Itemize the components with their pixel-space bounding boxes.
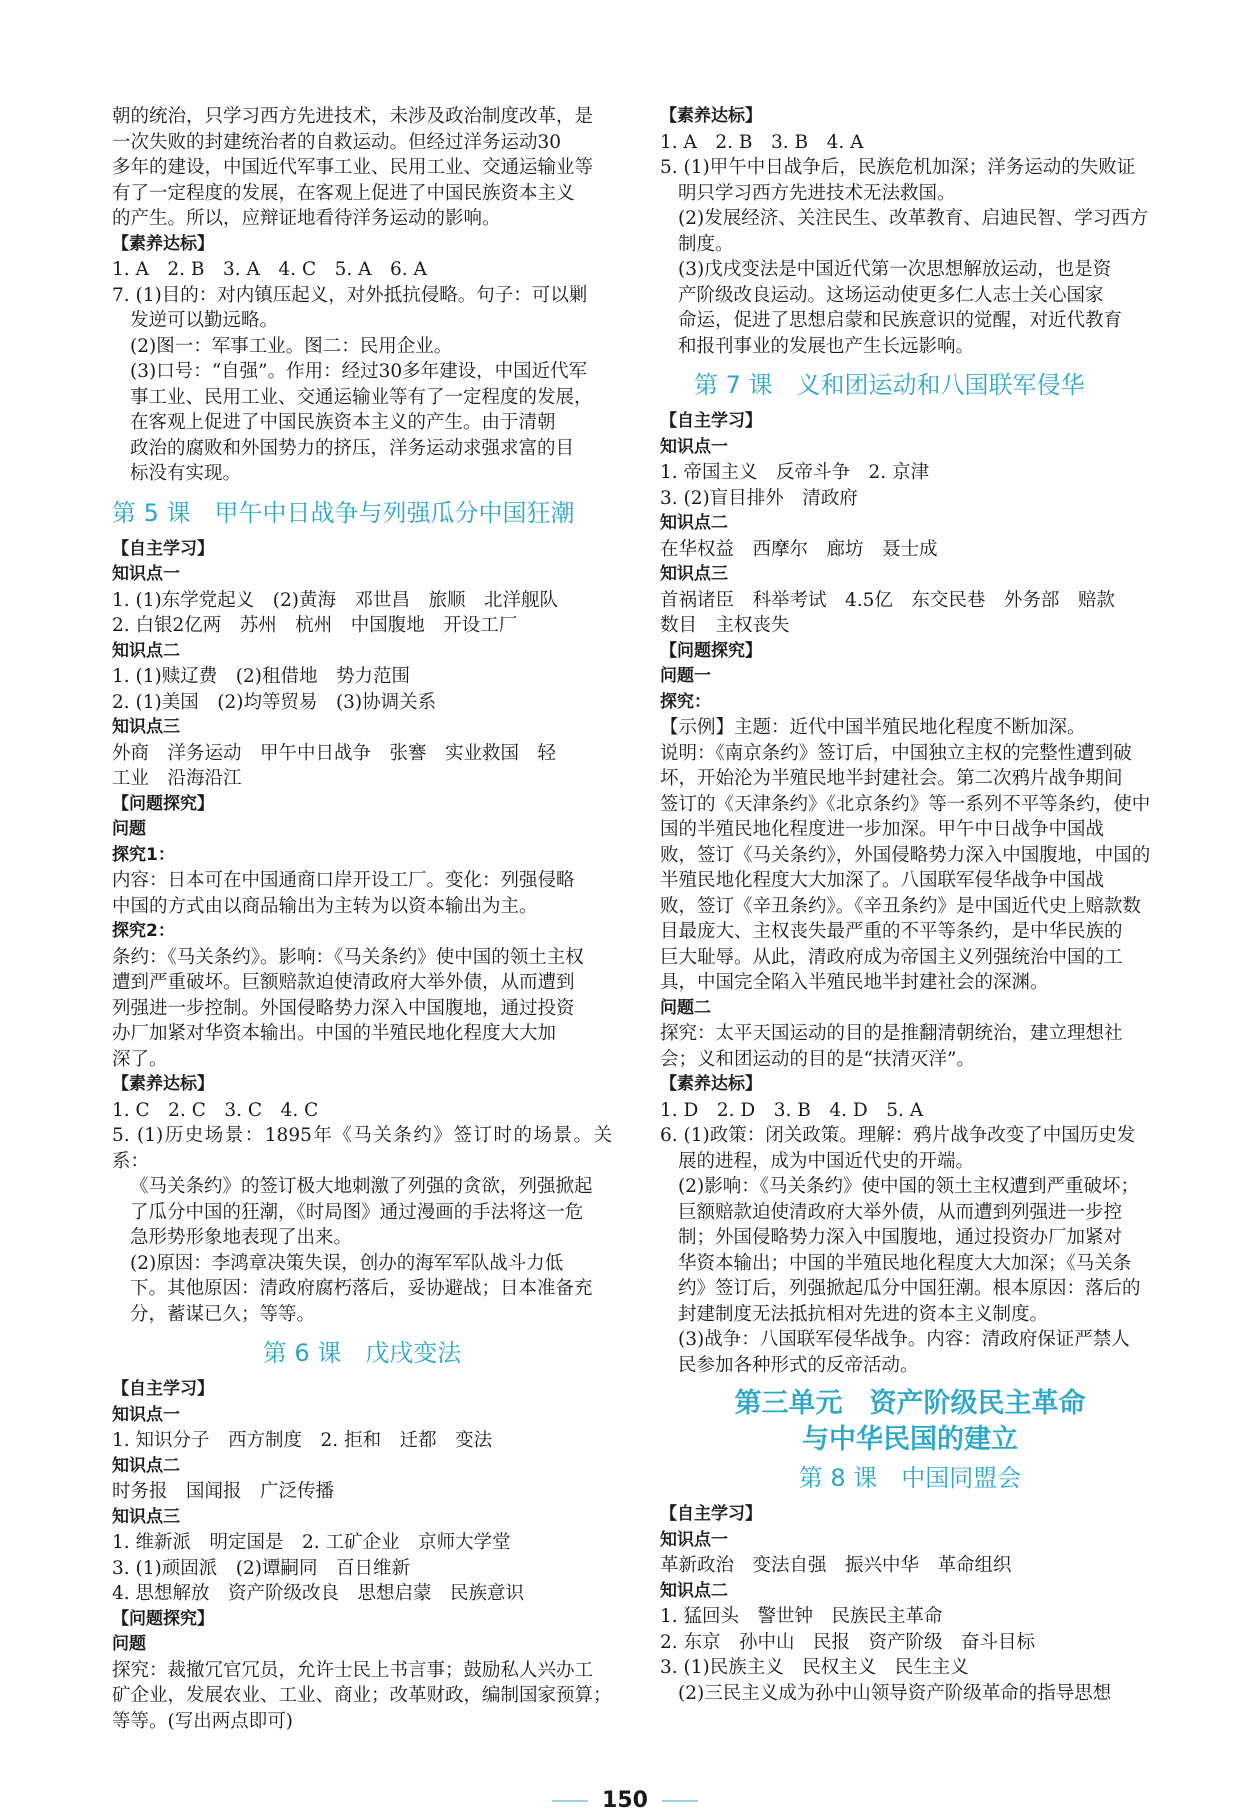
answer-line: 败，签订《辛丑条约》。《辛丑条约》是中国近代史上赔款数 [660, 895, 1142, 917]
subsection-heading: 知识点三 [112, 717, 180, 737]
section-heading: 【素养达标】 [660, 106, 762, 126]
answer-line: 分，蓄谋已久；等等。 [130, 1303, 316, 1325]
section-heading: 【自主学习】 [660, 411, 762, 431]
answer-line: 华资本输出；中国的半殖民地化程度大大加深；《马关条 [678, 1252, 1132, 1274]
section-heading: 【素养达标】 [660, 1074, 762, 1094]
answer-line: 1. C 2. C 3. C 4. C [112, 1099, 319, 1121]
answer-line: 问题 [112, 819, 146, 839]
unit-title-line-1: 第三单元 资产阶级民主革命 [734, 1388, 1086, 1419]
answer-line: 首祸诸臣 科举考试 4.5亿 东交民巷 外务部 赔款 [660, 589, 1115, 611]
answer-line: 下。其他原因：清政府腐朽落后，妥协避战；日本准备充 [130, 1278, 593, 1299]
subsection-heading: 知识点二 [112, 1455, 180, 1476]
answer-line: 6. (1)政策：闭关政策。理解：鸦片战争改变了中国历史发 [660, 1125, 1136, 1146]
answer-line: 会；义和团运动的目的是“扶清灭洋”。 [660, 1048, 975, 1070]
answer-line: 1. 帝国主义 反帝斗争 2. 京津 [660, 462, 930, 483]
text-line: 的产生。所以，应辩证地看待洋务运动的影响。 [112, 208, 501, 229]
section-heading: 【问题探究】 [112, 793, 214, 814]
answer-line: 3. (1)民族主义 民权主义 民生主义 [660, 1657, 969, 1678]
answer-line: 巨大耻辱。从此，清政府成为帝国主义列强统治中国的工 [660, 946, 1123, 968]
intro-text [112, 104, 612, 232]
answer-line: 目最庞大、主权丧失最严重的不平等条约，是中华民族的 [660, 921, 1123, 942]
section-heading: 【自主学习】 [112, 538, 214, 559]
lesson-7-title: 第 7 课 义和团运动和八国联军侵华 [694, 371, 1085, 399]
answer-line: 了瓜分中国的狂潮，《时局图》通过漫画的手法将这一危 [130, 1201, 584, 1223]
page-number-text: 150 [602, 1788, 648, 1813]
section-heading: 【问题探究】 [112, 1608, 214, 1629]
answer-line: 革新政治 变法自强 振兴中华 革命组织 [660, 1555, 1012, 1576]
answer-line: 具，中国完全陷入半殖民地半封建社会的深渊。 [660, 972, 1049, 993]
answer-line: 1. D 2. D 3. B 4. D 5. A [660, 1099, 924, 1121]
answer-line: 和报刊事业的发展也产生长远影响。 [678, 335, 975, 357]
answer-line: 产阶级改良运动。这场运动使更多仁人志士关心国家 [678, 284, 1104, 306]
answer-line: 数目 主权丧失 [660, 615, 790, 636]
answer-line: (2)三民主义成为孙中山领导资产阶级革命的指导思想 [678, 1682, 1112, 1704]
answer-line: 3. (2)盲目排外 清政府 [660, 487, 858, 509]
answer-line: 事工业、民用工业、交通运输业等有了一定程度的发展， [130, 386, 593, 408]
answer-line: 2. (1)美国 (2)均等贸易 (3)协调关系 [112, 691, 437, 713]
answer-line: 命运，促进了思想启蒙和民族意识的觉醒，对近代教育 [678, 310, 1123, 331]
answer-line: 等等。(写出两点即可) [112, 1710, 293, 1732]
answer-line: 《马关条约》的签订极大地刺激了列强的贪欲，列强掀起 [130, 1176, 593, 1197]
answer-line: 1. (1)东学党起义 (2)黄海 邓世昌 旅顺 北洋舰队 [112, 589, 558, 611]
answer-line: 4. 思想解放 资产阶级改良 思想启蒙 民族意识 [112, 1583, 525, 1604]
answer-line: 标没有实现。 [130, 463, 242, 484]
section-heading: 【素养达标】 [112, 1074, 214, 1094]
answer-line: 封建制度无法抵抗相对先进的资本主义制度。 [678, 1303, 1049, 1325]
subsection-heading: 知识点三 [660, 564, 728, 584]
answer-line: 坏，开始沦为半殖民地半封建社会。第二次鸦片战争期间 [660, 768, 1123, 789]
text-line: 有了一定程度的发展，在客观上促进了中国民族资本主义 [112, 182, 575, 204]
answer-line: 探究：裁撤冗官冗员，允许士民上书言事；鼓励私人兴办工 [112, 1659, 594, 1681]
answer-line: 探究：太平天国运动的目的是推翻清朝统治，建立理想社 [660, 1023, 1123, 1044]
answer-line: (2)图一：军事工业。图二：民用企业。 [130, 335, 453, 357]
subsection-heading: 知识点一 [112, 1404, 180, 1425]
answer-line: 探究2： [112, 921, 175, 941]
answer-line: 7. (1)目的：对内镇压起义，对外抵抗侵略。句子：可以剿 [112, 284, 588, 306]
answer-line: 1. 猛回头 警世钟 民族民主革命 [660, 1606, 943, 1627]
answer-line: (3)口号：“自强”。作用：经过30多年建设，中国近代军 [130, 361, 588, 382]
answer-line: 约》签订后，列强掀起瓜分中国狂潮。根本原因：落后的 [678, 1278, 1141, 1299]
answer-line: 发逆可以勤远略。 [130, 310, 279, 331]
answer-line: 办厂加紧对华资本输出。中国的半殖民地化程度大大加 [112, 1023, 557, 1044]
answer-line: 半殖民地化程度大大加深了。八国联军侵华战争中国战 [660, 870, 1105, 891]
lesson-6-title: 第 6 课 戊戌变法 [262, 1339, 462, 1367]
answer-line: 问题 [112, 1634, 146, 1654]
answer-line: 国的半殖民地化程度进一步加深。甲午中日战争中国战 [660, 819, 1105, 840]
answer-line: (2)影响：《马关条约》使中国的领土主权遭到严重破坏； [678, 1176, 1139, 1197]
answer-line: 签订的《天津条约》《北京条约》等一系列不平等条约，使中 [660, 793, 1151, 815]
answer-line: 2. 白银2亿两 苏州 杭州 中国腹地 开设工厂 [112, 615, 518, 636]
answer-line: 问题一 [660, 666, 711, 686]
text-line: 多年的建设，中国近代军事工业、民用工业、交通运输业等 [112, 157, 594, 178]
subsection-heading: 知识点二 [660, 1580, 728, 1601]
answer-line: 问题二 [660, 997, 711, 1018]
subsection-heading: 知识点二 [660, 513, 728, 533]
subsection-heading: 知识点二 [112, 640, 180, 661]
answer-line: 政治的腐败和外国势力的挤压，洋务运动求强求富的目 [130, 437, 575, 459]
answer-line: 1. 维新派 明定国是 2. 工矿企业 京师大学堂 [112, 1532, 511, 1553]
answer-line: 【示例】主题：近代中国半殖民地化程度不断加深。 [660, 717, 1086, 738]
answer-line: 在华权益 西摩尔 廊坊 聂士成 [660, 538, 938, 560]
answer-line: 时务报 国闻报 广泛传播 [112, 1481, 335, 1502]
unit-title-line-2: 与中华民国的建立 [802, 1424, 1018, 1455]
answer-line: (2)原因：李鸿章决策失误，创办的海军军队战斗力低 [130, 1252, 564, 1274]
answer-line: 制；外国侵略势力深入中国腹地，通过投资办厂加紧对 [678, 1227, 1123, 1248]
answer-line: 5. (1)历史场景：1895年《马关条约》签订时的场景。关系： [112, 1125, 612, 1172]
answer-line: 深了。 [112, 1048, 168, 1070]
divider [552, 1800, 588, 1802]
answer-line: 1. 知识分子 西方制度 2. 拒和 迁都 变法 [112, 1430, 493, 1451]
answer-line: 5. (1)甲午中日战争后，民族危机加深；洋务运动的失败证 [660, 157, 1136, 178]
answer-line: 3. (1)顽固派 (2)谭嗣同 百日维新 [112, 1557, 410, 1579]
section-heading: 【自主学习】 [112, 1379, 214, 1399]
answer-line: (2)发展经济、关注民生、改革教育、启迪民智、学习西方 [678, 208, 1149, 229]
subsection-heading: 知识点一 [660, 436, 728, 457]
answer-line: 列强进一步控制。外国侵略势力深入中国腹地，通过投资 [112, 997, 575, 1019]
answer-line: 败，签订《马关条约》，外国侵略势力深入中国腹地，中国的 [660, 844, 1151, 866]
answer-line: 明只学习西方先进技术无法救国。 [678, 182, 956, 204]
answer-line: 矿企业，发展农业、工业、商业；改革财政，编制国家预算； [112, 1685, 612, 1706]
answer-line: 展的进程，成为中国近代史的开端。 [678, 1150, 975, 1172]
answer-line: 说明：《南京条约》签订后，中国独立主权的完整性遭到破 [660, 742, 1132, 764]
answer-line: 探究1： [112, 844, 175, 865]
answer-line: 急形势形象地表现了出来。 [130, 1227, 353, 1248]
answer-line: 内容：日本可在中国通商口岸开设工厂。变化：列强侵略 [112, 870, 575, 891]
lesson-5-title: 第 5 课 甲午中日战争与列强瓜分中国狂潮 [112, 498, 575, 527]
answer-line: 在客观上促进了中国民族资本主义的产生。由于清朝 [130, 412, 556, 433]
answer-line: 中国的方式由以商品输出为主转为以资本输出为主。 [112, 895, 538, 917]
answer-line: 2. 东京 孙中山 民报 资产阶级 奋斗目标 [660, 1631, 1036, 1653]
left-column [112, 104, 612, 1734]
answer-line: 民参加各种形式的反帝活动。 [678, 1354, 919, 1376]
right-column [660, 104, 1160, 1706]
answer-line: 探究： [660, 691, 711, 712]
answer-line: 外商 洋务运动 甲午中日战争 张謇 实业救国 轻 [112, 742, 557, 764]
page-number [0, 1788, 1250, 1813]
answer-line: 1. A 2. B 3. A 4. C 5. A 6. A [112, 259, 427, 280]
text-line: 朝的统治，只学习西方先进技术，未涉及政治制度改革，是 [112, 106, 594, 127]
section-heading: 【问题探究】 [660, 640, 762, 661]
text-line: 一次失败的封建统治者的自救运动。但经过洋务运动30 [112, 131, 562, 153]
answer-line: 工业 沿海沿江 [112, 768, 242, 789]
subsection-heading: 知识点三 [112, 1506, 180, 1527]
answer-line: 遭到严重破坏。巨额赔款迫使清政府大举外债，从而遭到 [112, 972, 575, 993]
answer-line: 制度。 [678, 233, 734, 255]
answer-line: 1. (1)赎辽费 (2)租借地 势力范围 [112, 666, 410, 687]
answer-line: 条约：《马关条约》。影响：《马关条约》使中国的领土主权 [112, 946, 584, 968]
subsection-heading: 知识点一 [112, 564, 180, 584]
answer-line: (3)戊戌变法是中国近代第一次思想解放运动，也是资 [678, 259, 1112, 280]
subsection-heading: 知识点一 [660, 1529, 728, 1550]
answer-line: 1. A 2. B 3. B 4. A [660, 131, 864, 153]
answer-line: 巨额赔款迫使清政府大举外债，从而遭到列强进一步控 [678, 1201, 1123, 1223]
answer-line: (3)战争：八国联军侵华战争。内容：清政府保证严禁人 [678, 1329, 1130, 1350]
lesson-8-title: 第 8 课 中国同盟会 [798, 1464, 1022, 1492]
section-heading: 【自主学习】 [660, 1504, 762, 1524]
divider [662, 1800, 698, 1802]
section-heading: 【素养达标】 [112, 233, 214, 254]
